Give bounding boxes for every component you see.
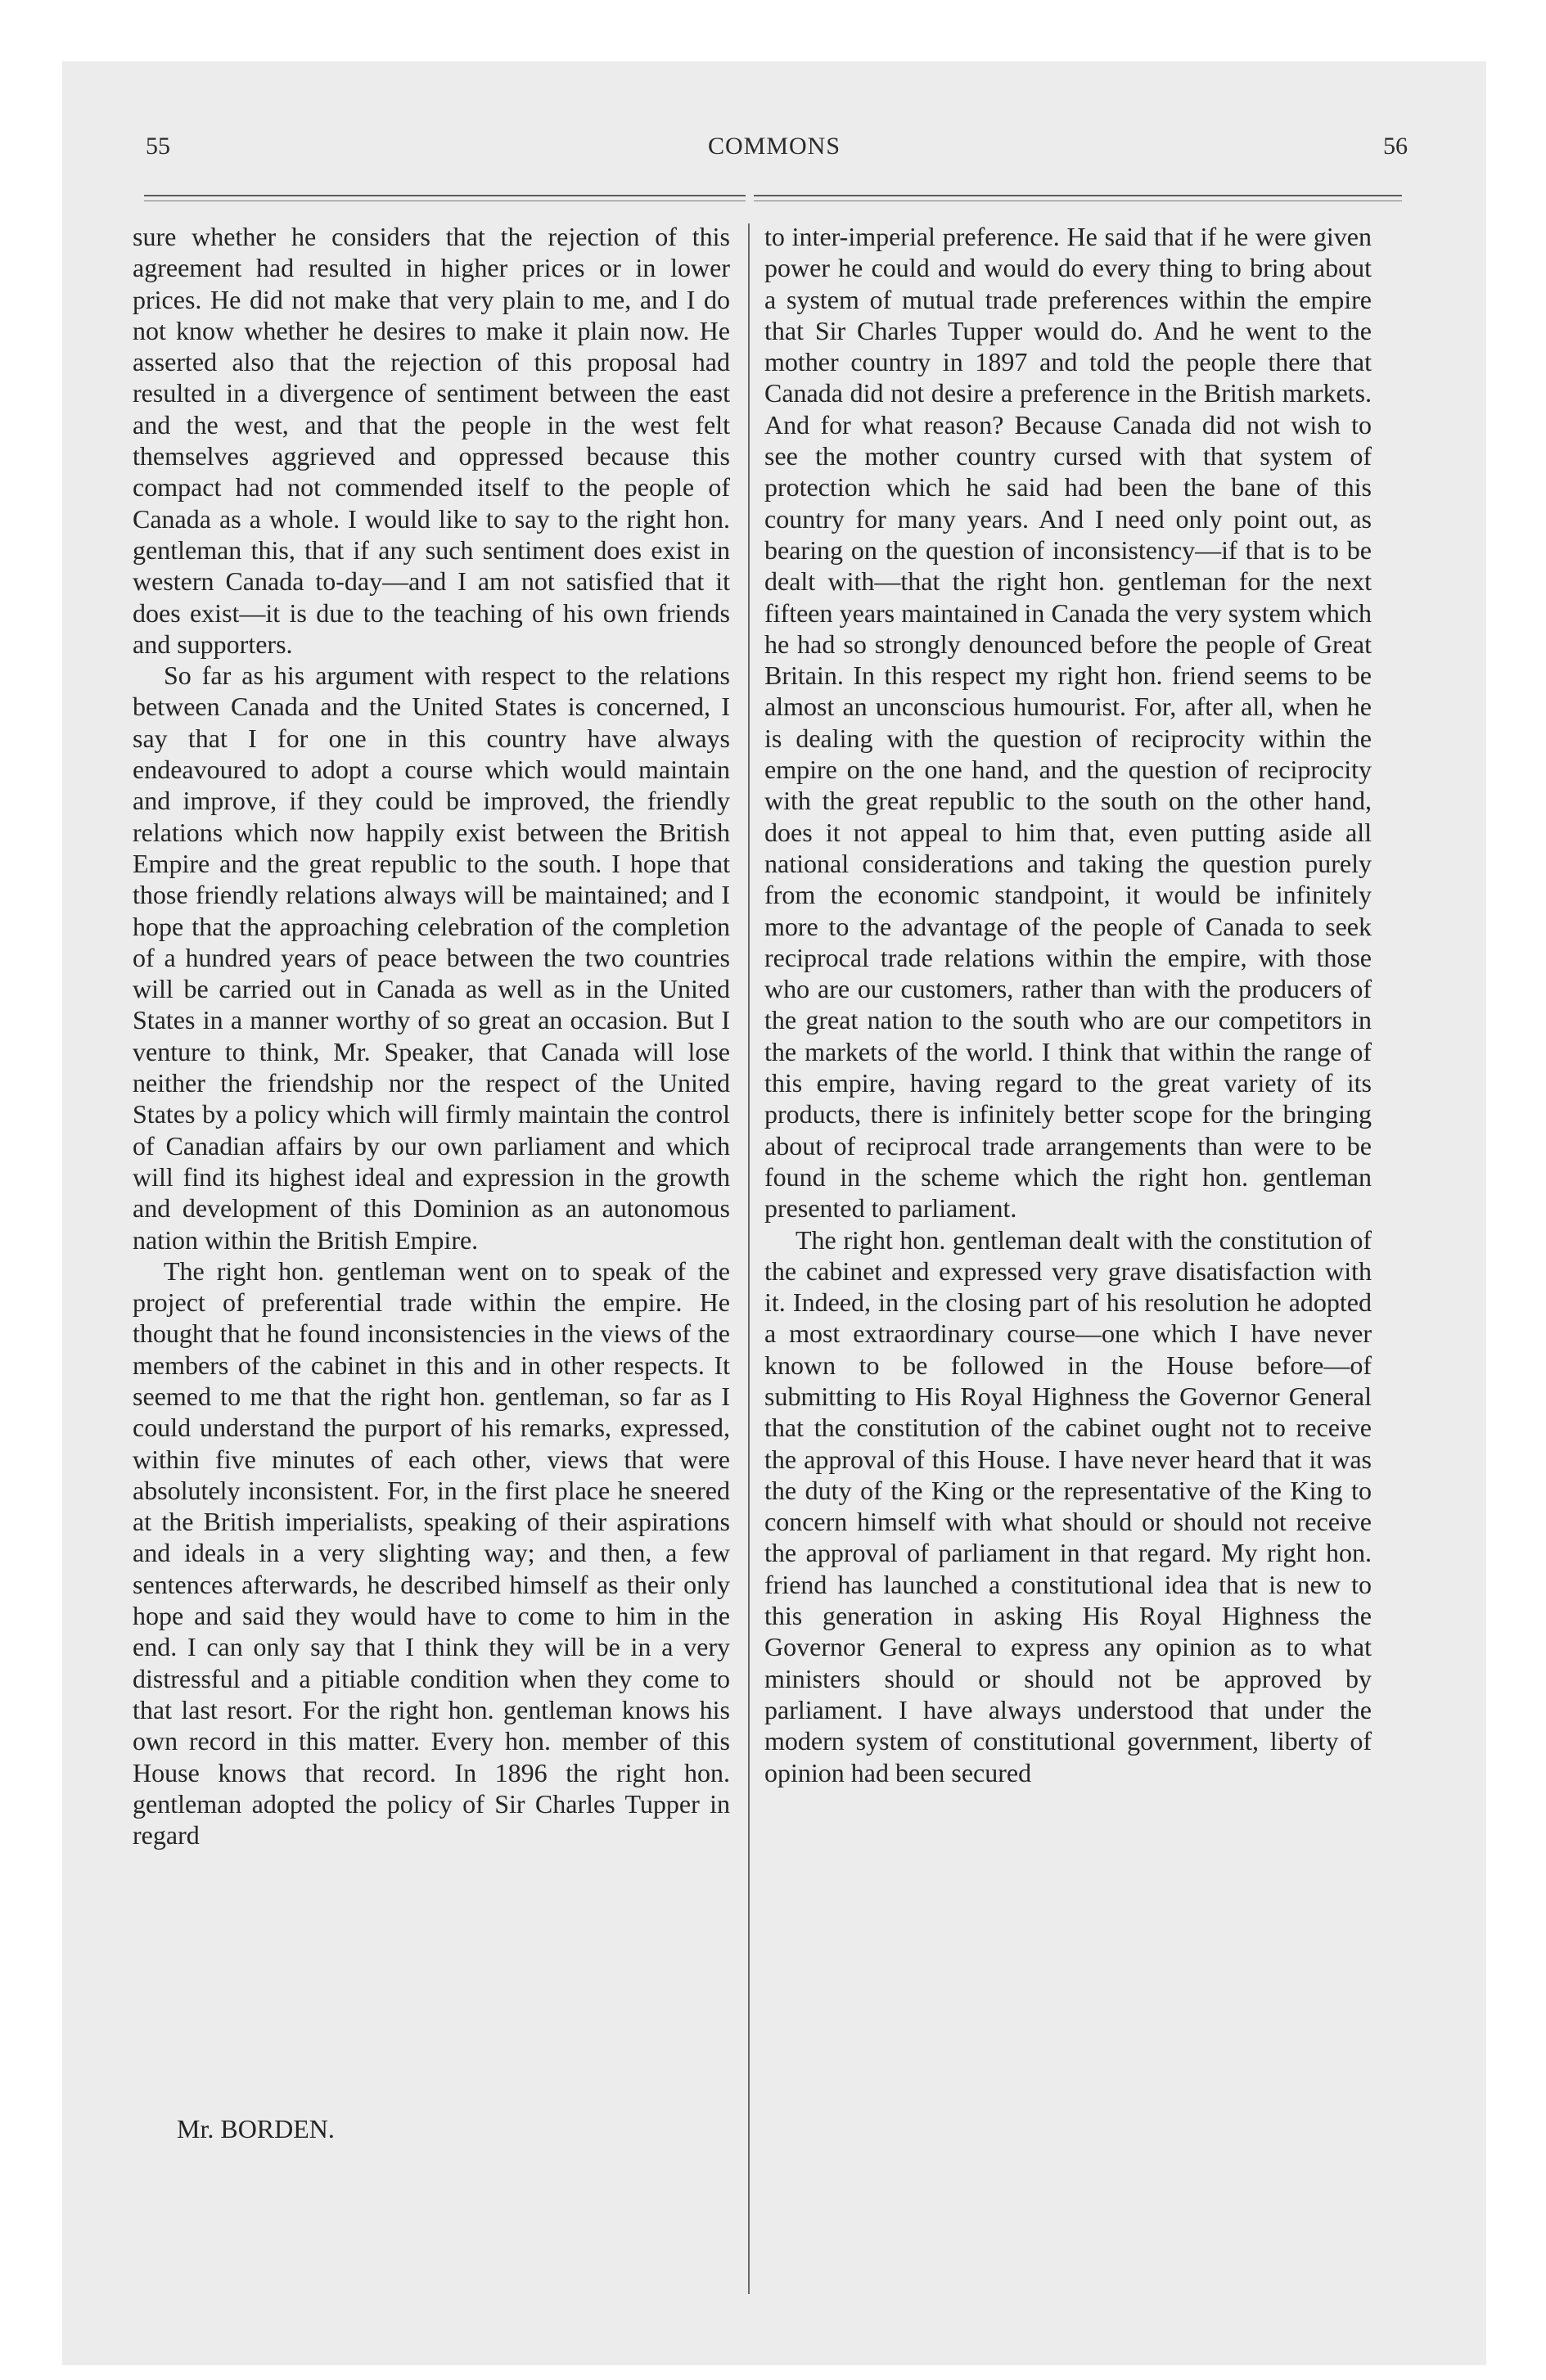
paragraph: to inter-imperial preference. He said that if he were given power he could and would do every thing to bring about a system of mutual trade preferences within the empire that Sir Charles Tupper would do. And he went to the mother country in 1897 and told the people there that Canada did not desire a preference in the British markets. And for what reason? Because Canada did not wish to see the mother country cursed with that system of protection which he said had been the bane of this country for many years. And I need only point out, as bearing on the question of inconsistency—if that is to be dealt with—that the right hon. gentleman for the next fifteen years maintained in Canada the very system which he had so strongly denounced before the people of Great Britain. In this respect my right hon. friend seems to be almost an unconscious humourist. For, after all, when he is dealing with the question of reciprocity within the empire on the one hand, and the question of reciprocity with the great republic to the south on the other hand, does it not appeal to him that, even putting aside all national considerations and taking the question purely from the economic standpoint, it would be infinitely more to the advantage of the people of Canada to seek reciprocal trade relations within the empire, with those who are our customers, rather than with the producers of the great nation to the south who are our competitors in the markets of the world. I think that within the range of this empire, having regard to the great variety of its products, there is infinitely better scope for the bringing about of reciprocal trade arrangements than were to be found in the scheme which the right hon. gentleman presented to parliament.: [764, 222, 1372, 1224]
paragraph: The right hon. gentleman went on to speak of the project of preferential trade within the empire. He thought that he found inconsistencies in the views of the members of the cabinet in this and in other respects. It seemed to me that the right hon. gentleman, so far as I could understand the purport of his remarks, expressed, within five minutes of each other, views that were absolutely inconsistent. For, in the first place he sneered at the British imperialists, speaking of their aspirations and ideals in a very slighting way; and then, a few sentences afterwards, he described himself as their only hope and said they would have to come to him in the end. I can only say that I think they will be in a very distressful and a pitiable condition when they come to that last resort. For the right hon. gentleman knows his own record in this matter. Every hon. member of this House knows that record. In 1896 the right hon. gentleman adopted the policy of Sir Charles Tupper in regard: [133, 1255, 730, 1850]
speaker-signature: Mr. BORDEN.: [177, 2114, 335, 2143]
paragraph: The right hon. gentleman dealt with the constitution of the cabinet and expressed very grave disatisfaction with it. Indeed, in the closing part of his resolution he adopted a most extraordinary course—one which I have never known to be followed in the House before—of submitting to His Royal Highness the Governor General that the constitution of the cabinet ought not to receive the approval of this House. I have never heard that it was the duty of the King or the representative of the King to concern himself with what should or should not receive the approval of parliament in that regard. My right hon. friend has launched a constitutional idea that is new to this generation in asking His Royal Highness the Governor General to express any opinion as to what ministers should or should not be approved by parliament. I have always understood that under the modern system of constitutional government, liberty of opinion had been secured: [764, 1224, 1372, 1787]
running-title: COMMONS: [707, 133, 841, 160]
page-number-right: 56: [1383, 133, 1408, 160]
left-column: [133, 221, 730, 2136]
header-rule-left-top: [144, 195, 746, 196]
column-divider: [748, 223, 750, 2294]
paragraph: So far as his argument with respect to the relations between Canada and the United States is concerned, I say that I for one in this country have always endeavoured to adopt a course which would maintain and improve, if they could be improved, the friendly relations which now happily exist between the British Empire and the great republic to the south. I hope that those friendly relations always will be maintained; and I hope that the approaching celebration of the completion of a hundred years of peace between the two countries will be carried out in Canada as well as in the United States in a manner worthy of so great an occasion. But I venture to think, Mr. Speaker, that Canada will lose neither the friendship nor the respect of the United States by a policy which will firmly maintain the control of Canadian affairs by our own parliament and which will find its highest ideal and expression in the growth and development of this Dominion as an autonomous nation within the British Empire.: [133, 660, 730, 1255]
right-column: [764, 221, 1372, 2136]
paragraph: sure whether he considers that the rejection of this agreement had resulted in higher prices or in lower prices. He did not make that very plain to me, and I do not know whether he desires to make it plain now. He asserted also that the rejection of this proposal had resulted in a divergence of sentiment between the east and the west, and that the people in the west felt themselves aggrieved and oppressed because this compact had not commended itself to the people of Canada as a whole. I would like to say to the right hon. gentleman this, that if any such sentiment does exist in western Canada to-day—and I am not satisfied that it does exist—it is due to the teaching of his own friends and supporters.: [133, 222, 730, 659]
header-rule-right-top: [754, 195, 1402, 196]
page-number-left: 55: [146, 133, 170, 160]
hansard-page: [62, 61, 1486, 2365]
